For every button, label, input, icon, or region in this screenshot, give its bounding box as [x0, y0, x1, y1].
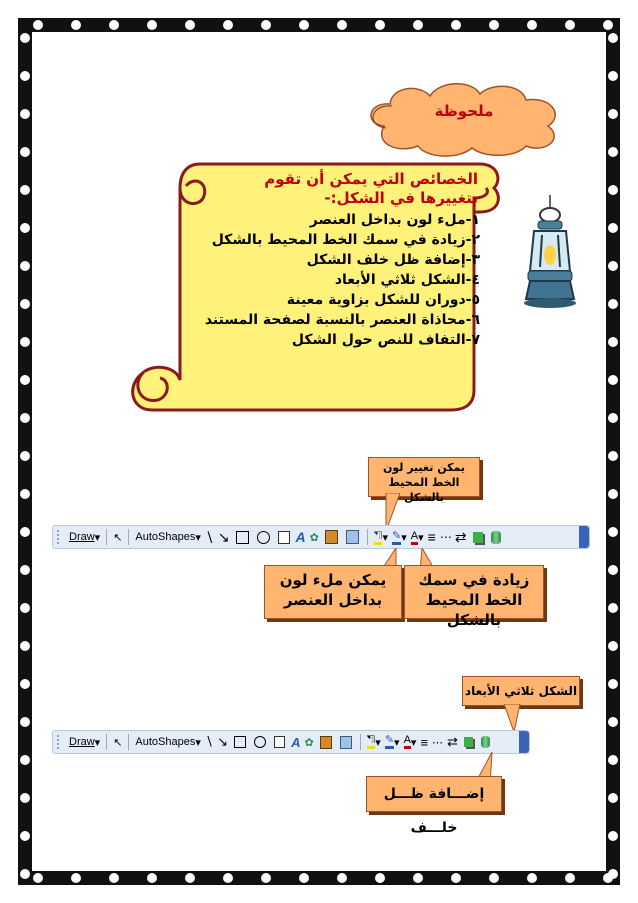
list-item: ٣-إضافة ظل خلف الشكل [306, 252, 480, 268]
line-style-button[interactable] [418, 733, 430, 751]
border-ornament [20, 869, 30, 879]
border-ornament [565, 873, 575, 883]
dash-style-icon: ⋯ [432, 736, 444, 749]
drawing-toolbar-2 [52, 730, 530, 754]
border-ornament [608, 565, 618, 575]
border-ornament [608, 831, 618, 841]
arrow-icon: ↘ [217, 734, 229, 749]
border-ornament [20, 223, 30, 233]
border-ornament [20, 717, 30, 727]
border-ornament [608, 375, 618, 385]
pointer-icon: ↖ [113, 531, 123, 544]
border-ornament [20, 489, 30, 499]
arrow-style-button[interactable] [445, 733, 460, 751]
arrow-style-button[interactable] [453, 528, 469, 546]
border-ornament [608, 413, 618, 423]
clipart-icon [320, 736, 332, 749]
fill-color-button[interactable] [372, 528, 390, 546]
wordart-button[interactable] [294, 528, 308, 546]
autoshapes-menu[interactable] [133, 528, 202, 546]
border-ornament [20, 451, 30, 461]
arrow-icon: ↘ [217, 528, 230, 545]
draw-menu[interactable] [67, 733, 102, 751]
line-color-button[interactable] [383, 733, 402, 751]
callout-line-width-text: زيادة في سمك الخط المحيط بالشكل [418, 571, 530, 629]
border-ornament [608, 679, 618, 689]
dropdown-arrow-icon: ▾ [195, 531, 201, 544]
draw-label: Draw [69, 736, 95, 748]
list-item: ٥-دوران للشكل بزاوية معينة [286, 292, 480, 308]
border-ornament [20, 33, 30, 43]
border-ornament [413, 20, 423, 30]
font-color-button[interactable] [409, 528, 426, 546]
shadow-style-button[interactable] [460, 733, 477, 751]
border-ornament [20, 831, 30, 841]
border-ornament [608, 185, 618, 195]
properties-list [200, 210, 480, 350]
callout-3d [462, 676, 580, 706]
pointer-icon: ↖ [113, 736, 123, 749]
shadow-style-button[interactable] [469, 528, 487, 546]
line-color-button[interactable] [390, 528, 409, 546]
font-color-icon: A [411, 530, 418, 545]
border-ornament [603, 20, 613, 30]
border-ornament [20, 679, 30, 689]
toolbar-separator [106, 734, 107, 750]
font-color-icon: A [404, 735, 411, 749]
arrow-style-icon: ⇄ [447, 734, 458, 749]
toolbar-grip[interactable] [57, 735, 63, 749]
line-icon: ∖ [204, 734, 214, 749]
border-ornament [608, 717, 618, 727]
border-ornament [223, 873, 233, 883]
border-ornament [608, 755, 618, 765]
border-ornament [608, 147, 618, 157]
border-ornament [147, 873, 157, 883]
list-item: ٦-محاذاة العنصر بالنسبة لصفحة المستند [204, 312, 480, 328]
border-ornament [337, 873, 347, 883]
border-ornament [223, 20, 233, 30]
3d-style-button[interactable] [477, 733, 494, 751]
border-ornament [489, 20, 499, 30]
callout-fill-color-text: يمكن ملء لون بداخل العنصر [279, 571, 387, 609]
border-ornament [147, 20, 157, 30]
autoshapes-label: AutoShapes [135, 531, 196, 543]
drawing-toolbar-1 [52, 525, 590, 549]
border-ornament [375, 20, 385, 30]
arrow-button[interactable] [216, 528, 232, 546]
border-ornament [20, 603, 30, 613]
border-ornament [20, 261, 30, 271]
toolbar-separator [360, 734, 361, 750]
toolbar-separator [128, 529, 129, 545]
rectangle-button[interactable] [230, 733, 250, 751]
list-item: ٢-زيادة في سمك الخط المحيط بالشكل [211, 232, 480, 248]
textbox-icon [274, 736, 285, 748]
diagram-icon: ✿ [304, 736, 314, 749]
border-ornament [20, 185, 30, 195]
line-style-button[interactable] [426, 528, 438, 546]
wordart-icon: A [291, 734, 301, 750]
border-ornament [20, 641, 30, 651]
border-ornament [451, 873, 461, 883]
border-ornament [608, 109, 618, 119]
border-ornament [608, 641, 618, 651]
textbox-button[interactable] [270, 733, 289, 751]
oval-button[interactable] [250, 733, 270, 751]
border-ornament [261, 873, 271, 883]
picture-icon [346, 530, 359, 544]
border-ornament [608, 603, 618, 613]
border-ornament [299, 873, 309, 883]
picture-button[interactable] [342, 528, 363, 546]
border-ornament [608, 451, 618, 461]
border-ornament [20, 71, 30, 81]
3d-style-button[interactable] [487, 528, 505, 546]
pen-icon: ✎ [385, 735, 394, 749]
arrow-button[interactable] [215, 733, 230, 751]
line-button[interactable] [203, 733, 215, 751]
textbox-button[interactable] [274, 528, 294, 546]
wordart-button[interactable] [289, 733, 302, 751]
shadow-icon [473, 532, 483, 543]
picture-icon [340, 736, 352, 749]
border-ornament [20, 527, 30, 537]
rectangle-button[interactable] [232, 528, 253, 546]
pen-icon: ✎ [392, 530, 401, 545]
dropdown-arrow-icon: ▾ [418, 531, 424, 544]
border-ornament [109, 20, 119, 30]
border-ornament [527, 20, 537, 30]
border-ornament [33, 20, 43, 30]
dropdown-arrow-icon: ▾ [401, 531, 407, 544]
border-ornament [608, 337, 618, 347]
toolbar-grip[interactable] [57, 530, 63, 544]
draw-menu[interactable] [67, 528, 102, 546]
border-ornament [20, 565, 30, 575]
scroll-title: الخصائص التي يمكن أن تقوم بتغييرها في الشكل:- [264, 170, 478, 207]
border-ornament [527, 873, 537, 883]
dropdown-arrow-icon: ▾ [94, 531, 101, 544]
border-ornament [109, 873, 119, 883]
oval-icon [254, 736, 266, 748]
dropdown-arrow-icon: ▾ [195, 736, 201, 749]
toolbar-separator [106, 529, 107, 545]
border-ornament [20, 413, 30, 423]
dropdown-arrow-icon: ▾ [394, 736, 400, 749]
border-ornament [71, 873, 81, 883]
draw-label: Draw [69, 531, 95, 543]
textbox-icon [278, 531, 290, 544]
dropdown-arrow-icon: ▾ [410, 736, 417, 749]
lantern-icon [512, 195, 588, 310]
clipart-icon [325, 530, 338, 544]
fill-color-button[interactable] [365, 733, 383, 751]
rectangle-icon [234, 736, 246, 748]
toolbar-separator [128, 734, 129, 750]
border-ornament [451, 20, 461, 30]
callout-line-color [368, 457, 480, 504]
callout-fill-color [264, 565, 402, 619]
border-ornament [608, 299, 618, 309]
dropdown-arrow-icon: ▾ [375, 736, 381, 749]
border-ornament [489, 873, 499, 883]
border-ornament [185, 873, 195, 883]
callout-shadow [366, 776, 502, 836]
callout-shadow-text: إضـــافة ظـــل خلـــف [383, 786, 485, 836]
dash-style-icon: ⋯ [439, 530, 451, 544]
border-ornament [337, 20, 347, 30]
diagram-icon: ✿ [309, 531, 319, 544]
border-ornament [71, 20, 81, 30]
dash-style-button[interactable] [430, 733, 445, 751]
border-ornament [20, 337, 30, 347]
border-ornament [608, 33, 618, 43]
note-label: ملحوظة [434, 102, 494, 120]
border-ornament [20, 793, 30, 803]
toolbar-separator [367, 529, 368, 545]
border-ornament [20, 755, 30, 765]
oval-icon [257, 531, 270, 544]
border-ornament [608, 489, 618, 499]
line-style-icon: ≡ [420, 734, 429, 750]
paint-bucket-icon: ⛠ [374, 530, 383, 545]
border-ornament [375, 873, 385, 883]
border-ornament [413, 873, 423, 883]
border-ornament [608, 261, 618, 271]
clipart-button[interactable] [321, 528, 342, 546]
list-item: ٤-الشكل ثلاثي الأبعاد [334, 272, 480, 288]
arrow-style-icon: ⇄ [454, 528, 467, 545]
dash-style-button[interactable] [438, 528, 453, 546]
clipart-button[interactable] [316, 733, 336, 751]
3d-cylinder-icon [481, 736, 490, 748]
paint-bucket-icon: ⛠ [367, 735, 376, 749]
list-item: ١-ملء لون بداخل العنصر [309, 212, 480, 228]
autoshapes-label: AutoShapes [135, 736, 196, 748]
picture-button[interactable] [336, 733, 356, 751]
rectangle-icon [236, 531, 249, 544]
line-icon: ∖ [204, 528, 214, 545]
shadow-icon [464, 737, 473, 747]
border-ornament [185, 20, 195, 30]
border-ornament [299, 20, 309, 30]
diagram-button[interactable] [308, 528, 321, 546]
dropdown-arrow-icon: ▾ [94, 736, 101, 749]
border-ornament [608, 793, 618, 803]
3d-cylinder-icon [491, 531, 501, 544]
border-ornament [608, 223, 618, 233]
border-ornament [608, 71, 618, 81]
border-ornament [33, 873, 43, 883]
border-ornament [20, 299, 30, 309]
diagram-button[interactable] [302, 733, 315, 751]
wordart-icon: A [295, 529, 306, 545]
select-objects-button[interactable] [111, 528, 124, 546]
border-ornament [261, 20, 271, 30]
callout-3d-text: الشكل ثلاثي الأبعاد [464, 684, 578, 698]
border-ornament [20, 109, 30, 119]
line-button[interactable] [203, 528, 216, 546]
line-style-icon: ≡ [427, 529, 436, 545]
oval-button[interactable] [253, 528, 274, 546]
toolbar-options-button[interactable] [579, 526, 589, 548]
border-ornament [565, 20, 575, 30]
border-ornament [20, 375, 30, 385]
list-item: ٧-التفاف للنص حول الشكل [291, 332, 480, 348]
dropdown-arrow-icon: ▾ [382, 531, 389, 544]
border-ornament [608, 527, 618, 537]
select-objects-button[interactable] [111, 733, 124, 751]
font-color-button[interactable] [402, 733, 419, 751]
callout-line-width [404, 565, 544, 629]
border-ornament [20, 147, 30, 157]
callout-line-color-text: يمكن تغيير لون الخط المحيط بالشكل [382, 461, 466, 504]
autoshapes-menu[interactable] [133, 733, 202, 751]
border-ornament [608, 869, 618, 879]
toolbar-options-button[interactable] [519, 731, 529, 753]
